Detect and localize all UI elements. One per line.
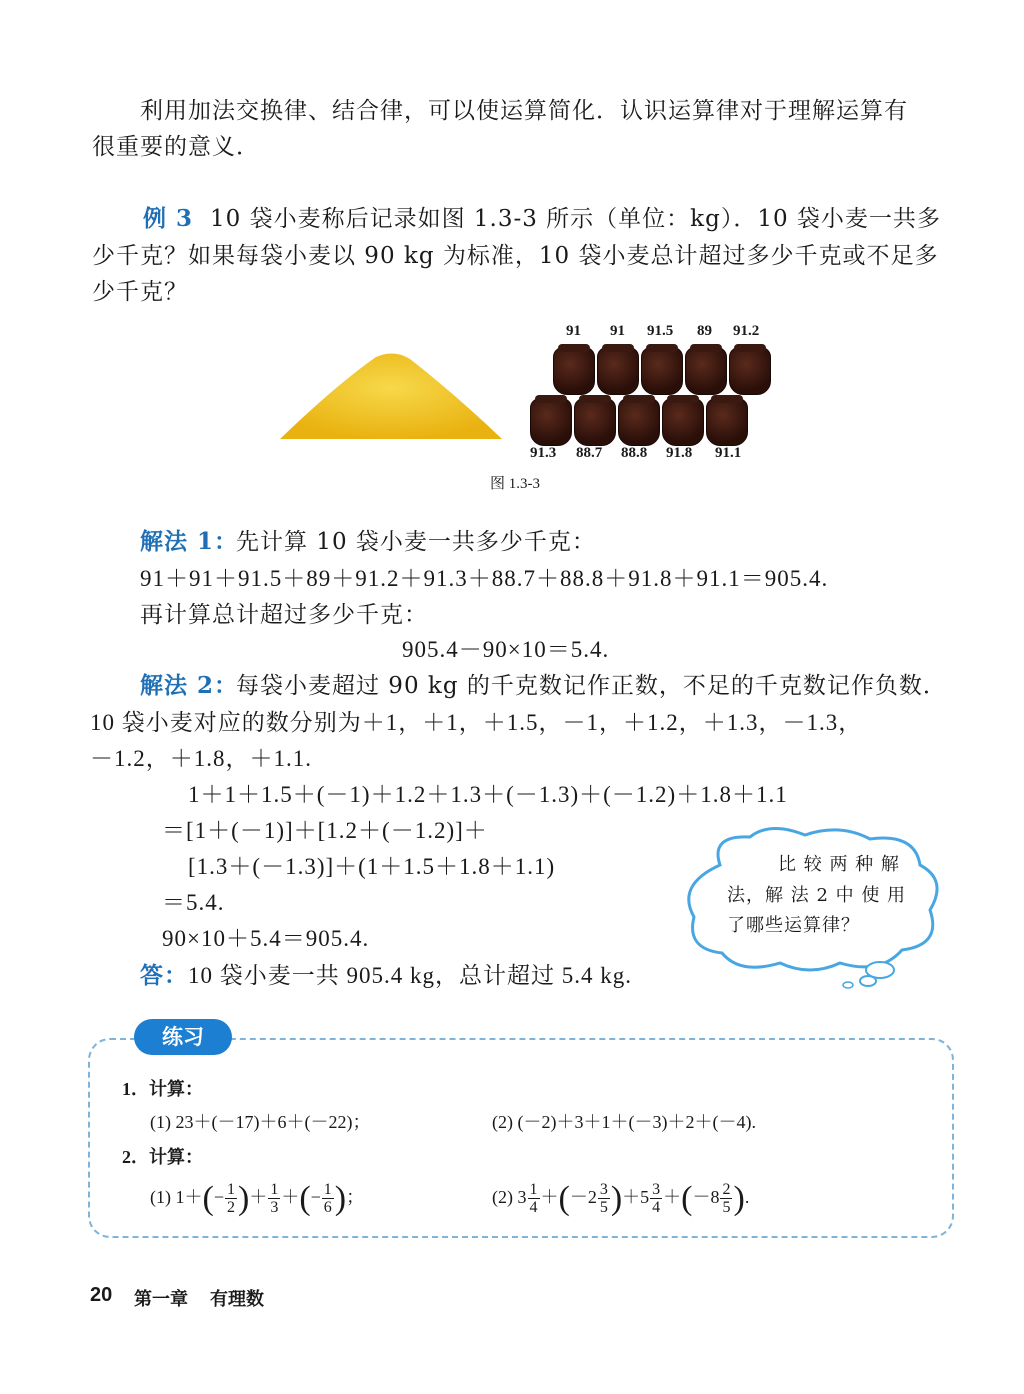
wheat-bag [618, 398, 660, 446]
fraction: $\frac{2}{5}$ [722, 1181, 731, 1217]
weight-label: 91.2 [733, 323, 760, 339]
wheat-bag [597, 347, 639, 395]
weight-label: 91.3 [530, 445, 557, 461]
solution1-intro: 先计算 10 袋小麦一共多少千克： [236, 529, 596, 555]
solution2-eq5: 90×10＋5.4＝905.4. [162, 926, 370, 951]
cloud-line-3: 了哪些运算律？ [727, 915, 860, 936]
exercise-title: 练习 [134, 1019, 232, 1055]
solution2-eq3: [1.3＋(－1.3)]＋(1＋1.5＋1.8＋1.1) [188, 854, 556, 879]
weight-label: 91.1 [715, 445, 742, 461]
wheat-bag [553, 347, 595, 395]
solution2-line3: －1.2，＋1.8，＋1.1. [90, 746, 312, 771]
fraction: $\frac{1}{2}$ [226, 1181, 235, 1217]
weight-label: 91.8 [666, 445, 693, 461]
fraction: $\frac{3}{5}$ [599, 1181, 608, 1217]
weight-label: 88.8 [621, 445, 648, 461]
solution1-sum: 91＋91＋91.5＋89＋91.2＋91.3＋88.7＋88.8＋91.8＋91.1＝905.4. [140, 566, 829, 591]
q2-b-prefix: (2) 3 [492, 1187, 527, 1207]
wheat-bag [706, 398, 748, 446]
page-number: 20 [90, 1284, 113, 1306]
intro-line-2: 很重要的意义． [92, 134, 260, 160]
wheat-bag [685, 347, 727, 395]
example-line-3: 少千克？ [92, 279, 188, 305]
solution1-calc: 905.4－90×10＝5.4. [402, 637, 610, 662]
weight-label: 88.7 [576, 445, 603, 461]
answer-label: 答： [140, 962, 188, 989]
wheat-bag [662, 398, 704, 446]
wheat-bag [729, 347, 771, 395]
q1-label: 1．计算： [122, 1079, 203, 1099]
q2-part-b: (2) 3 $\frac{1}{4}$ ＋(－2 $\frac{3}{5}$ )＋5 $\frac{3}{4}$ ＋(－8 $\frac{2}{5}$ ). [492, 1179, 750, 1217]
solution2-line2: 10 袋小麦对应的数分别为＋1，＋1，＋1.5，－1，＋1.2，＋1.3，－1.3， [90, 710, 863, 735]
weight-label: 91 [566, 323, 581, 339]
weight-label: 89 [697, 323, 712, 339]
wheat-pile-image [276, 345, 506, 445]
q2-a-prefix: (1) 1＋ [150, 1187, 203, 1207]
q1-part-b: (2) (－2)＋3＋1＋(－3)＋2＋(－4). [492, 1112, 756, 1132]
fraction: $\frac{1}{4}$ [529, 1181, 538, 1217]
wheat-bag [574, 398, 616, 446]
solution2-eq4: ＝5.4. [162, 890, 225, 915]
intro-line-1: 利用加法交换律、结合律，可以使运算简化．认识运算律对于理解运算有 [140, 98, 908, 124]
chapter-label: 第一章 [134, 1289, 188, 1310]
q2-label: 2．计算： [122, 1147, 203, 1167]
example-line-2: 少千克？如果每袋小麦以 90 kg 为标准，10 袋小麦总计超过多少千克或不足多 [92, 243, 939, 269]
figure-caption: 图 1.3-3 [490, 476, 540, 492]
fraction: $\frac{1}{6}$ [323, 1181, 332, 1217]
solution1-label: 解法 1： [140, 528, 239, 555]
chapter-title: 有理数 [210, 1289, 264, 1310]
fraction: $\frac{3}{4}$ [652, 1181, 661, 1217]
q1-part-a: (1) 23＋(－17)＋6＋(－22)； [150, 1112, 371, 1132]
answer-text: 10 袋小麦一共 905.4 kg，总计超过 5.4 kg. [188, 963, 632, 988]
example-line-1: 10 袋小麦称后记录如图 1.3-3 所示（单位：kg）．10 袋小麦一共多 [210, 206, 941, 232]
q2-part-a: (1) 1＋(− $\frac{1}{2}$ )＋ $\frac{1}{3}$ ＋(− $\frac{1}{6}$ )； [150, 1179, 365, 1217]
weight-label: 91.5 [647, 323, 674, 339]
wheat-bag [641, 347, 683, 395]
solution2-eq2: ＝[1＋(－1)]＋[1.2＋(－1.2)]＋ [162, 818, 488, 843]
fraction: $\frac{1}{3}$ [270, 1181, 279, 1217]
solution2-eq1: 1＋1＋1.5＋(－1)＋1.2＋1.3＋(－1.3)＋(－1.2)＋1.8＋1.1 [188, 782, 788, 807]
solution2-label: 解法 2： [140, 672, 239, 699]
example-label: 例 3 [143, 205, 194, 232]
solution1-then: 再计算总计超过多少千克： [140, 602, 428, 628]
wheat-bag [530, 398, 572, 446]
weight-label: 91 [610, 323, 625, 339]
solution2-intro: 每袋小麦超过 90 kg 的千克数记作正数，不足的千克数记作负数． [236, 673, 947, 699]
cloud-line-2: 法，解 法 2 中 使 用 [727, 885, 907, 906]
cloud-line-1: 比 较 两 种 解 [778, 854, 900, 875]
